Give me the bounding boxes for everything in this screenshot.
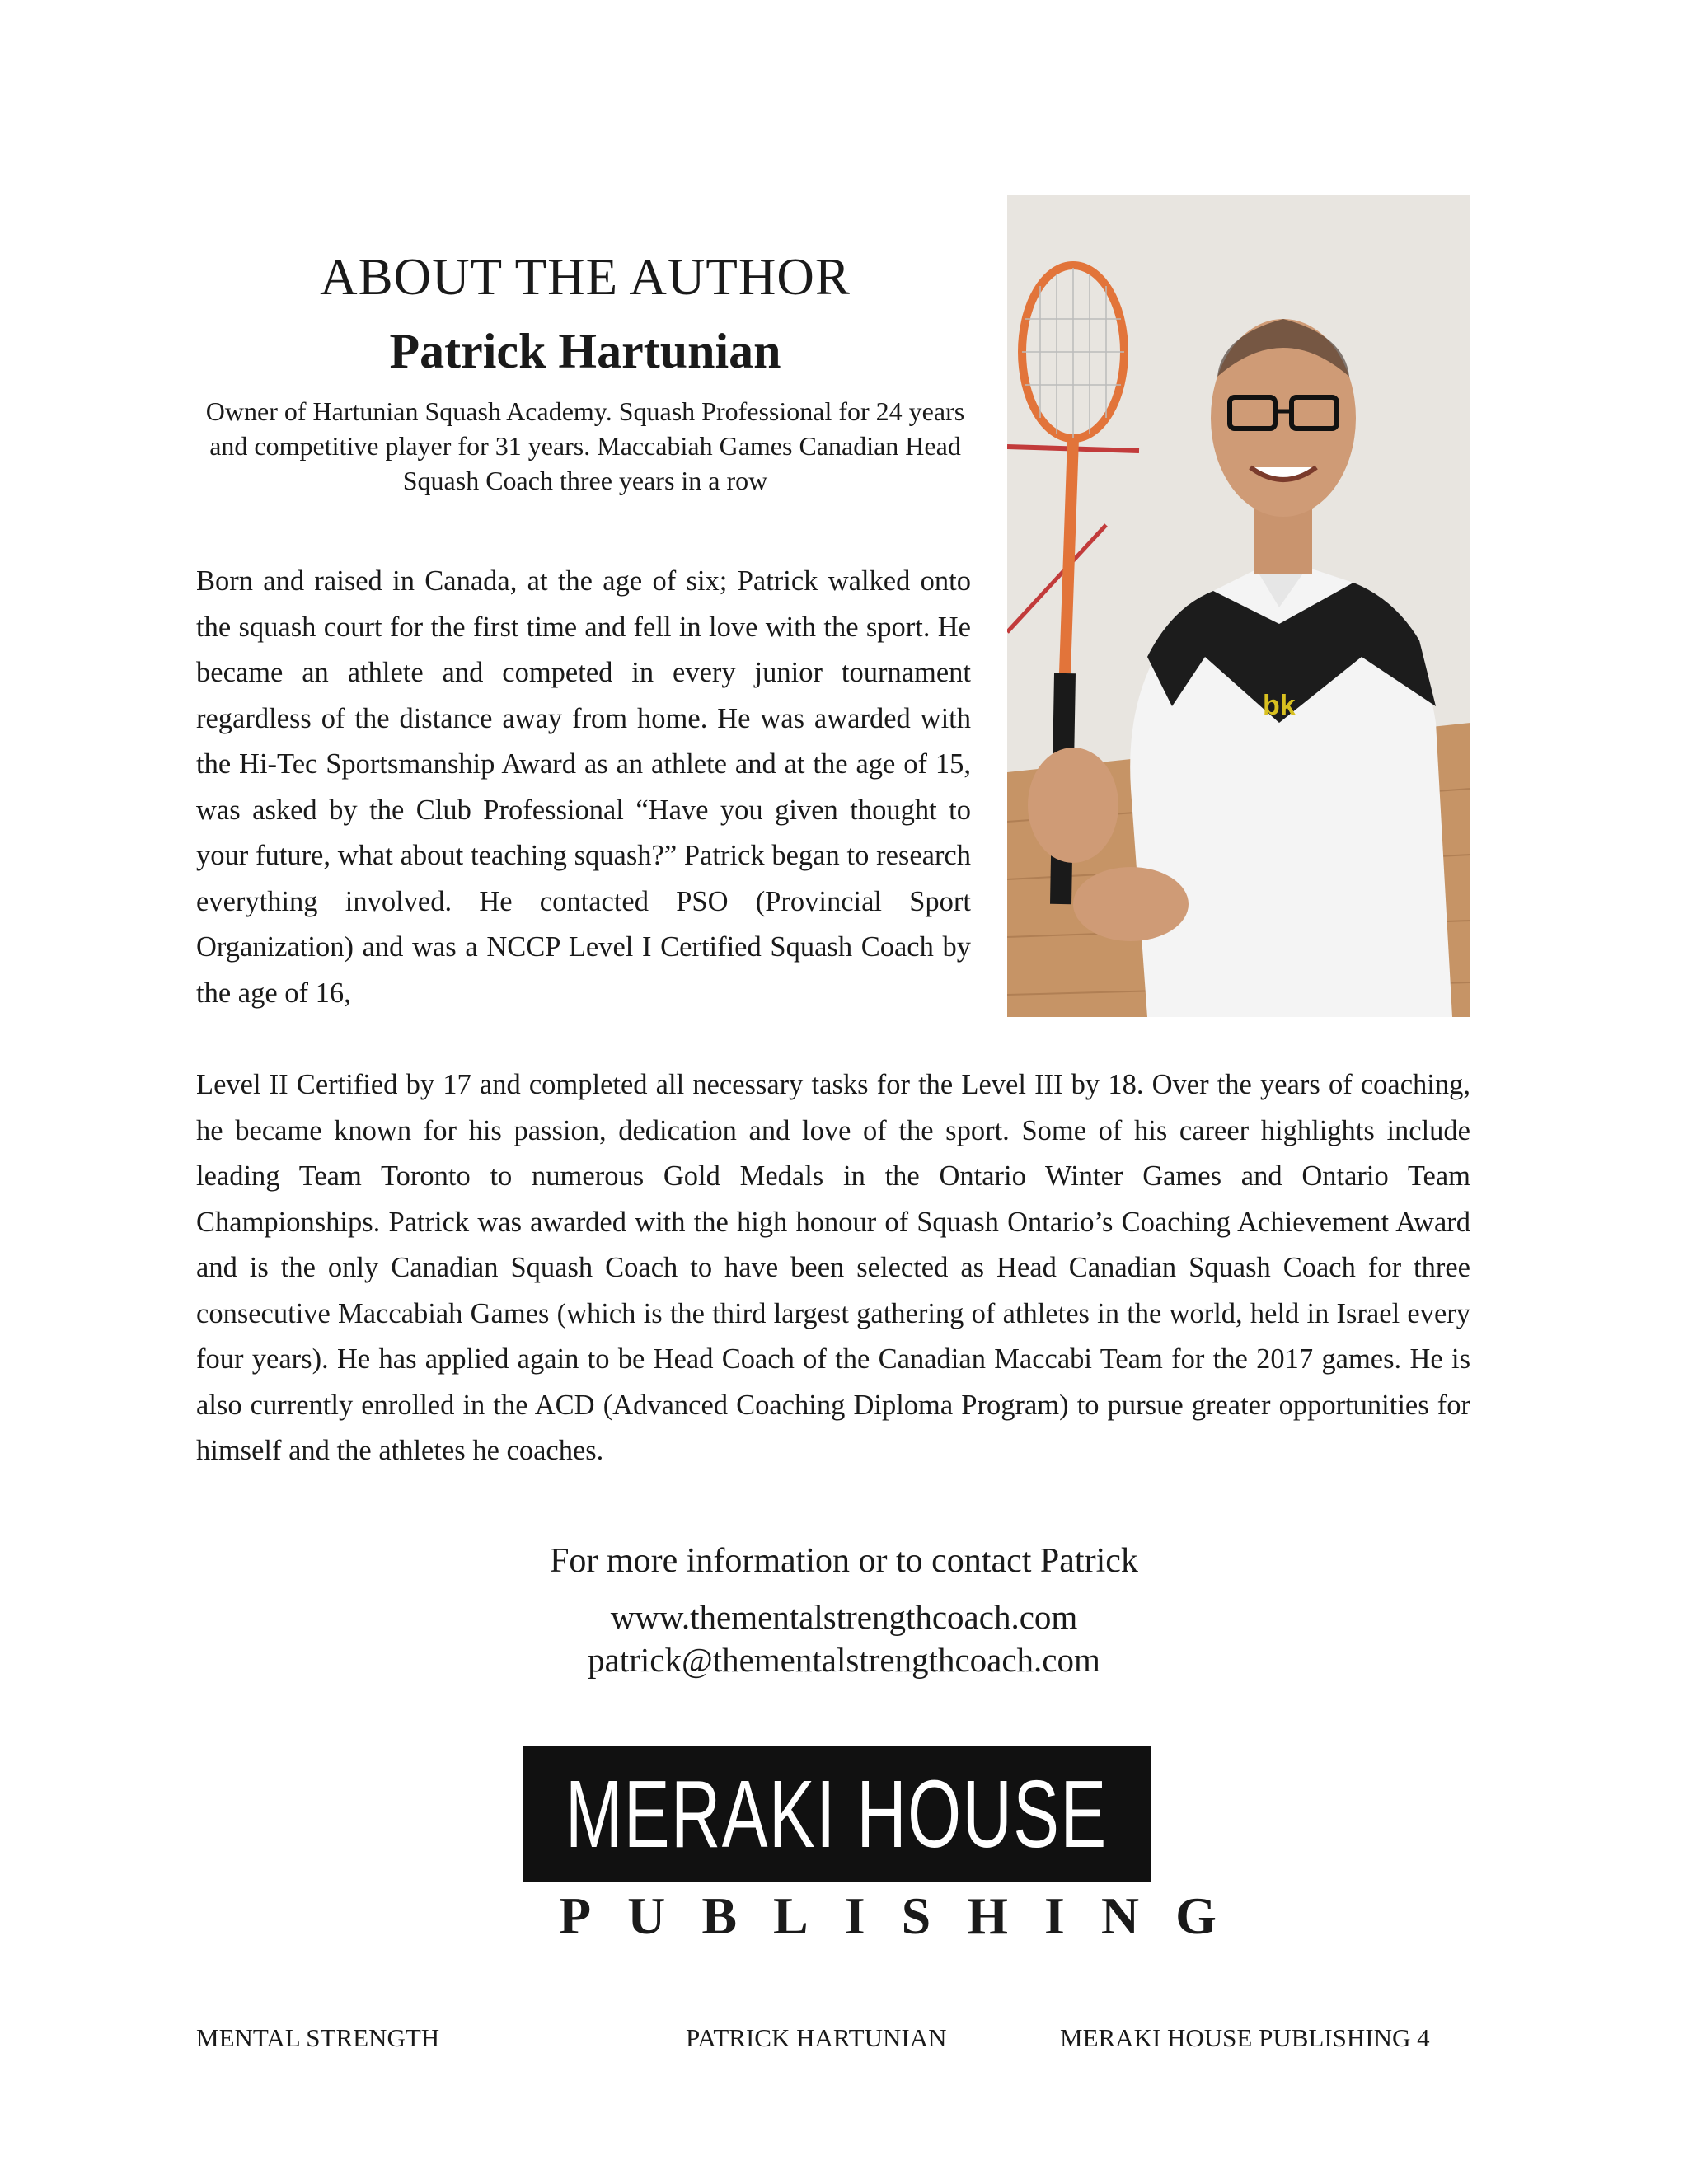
footer-publisher-page: MERAKI HOUSE PUBLISHING 4: [1060, 2023, 1430, 2052]
email-link[interactable]: patrick@thementalstrengthcoach.com: [588, 1641, 1100, 1679]
publisher-logo: [523, 1746, 1151, 1882]
page-title: ABOUT THE AUTHOR: [320, 248, 851, 306]
bio-paragraph-beside-photo: Born and raised in Canada, at the age of six; Patrick walked onto the squash court for the first time and fell in love with the sport. He became an athlete and competed in every junior tournament regardless of the distance away from home. He was awarded with the Hi-Tec Sportsmanship Award as an athlete and at the age of 15, was asked by the Club Professional “Have you given thought to your future, what about teaching squash?” Patrick began to research everything involved. He contacted PSO (Provincial Sport Organization) and was a NCCP Level I Certified Squash Coach by the age of 16,: [196, 565, 971, 1009]
shirt-logo: bk: [1263, 690, 1296, 721]
author-name: Patrick Hartunian: [389, 324, 781, 378]
publisher-logo-sub: PUBLISHING: [559, 1886, 1253, 1945]
author-photo: [1007, 195, 1470, 1017]
website-link[interactable]: www.thementalstrengthcoach.com: [610, 1598, 1078, 1636]
footer-book-title: MENTAL STRENGTH: [196, 2023, 440, 2052]
contact-heading: For more information or to contact Patrick: [550, 1542, 1138, 1580]
bio-paragraph-full-width: Level II Certified by 17 and completed all necessary tasks for the Level III by 18. Over the years of coaching, he became known for his passion, dedication and love of the sport. Some of his career highlights include leading Team Toronto to numerous Gold Medals in the Ontario Winter Games and Ontario Team Championships. Patrick was awarded with the high honour of Squash Ontario’s Coaching Achievement Award and is the only Canadian Squash Coach to have been selected as Head Canadian Squash Coach for three consecutive Maccabiah Games (which is the third largest gathering of athletes in the world, held in Israel every four years). He has applied again to be Head Coach of the Canadian Maccabi Team for the 2017 games. He is also currently enrolled in the ACD (Advanced Coaching Diploma Program) to pursue greater opportunities for himself and the athletes he coaches.: [196, 1069, 1470, 1466]
publisher-logo-main: MERAKI HOUSE: [565, 1760, 1108, 1868]
author-tagline: Owner of Hartunian Squash Academy. Squash Professional for 24 years and competitive player for 31 years. Maccabiah Games Canadian Head Squash Coach three years in a row: [205, 396, 965, 495]
author-photo-illustration: [1007, 195, 1470, 1017]
footer-author: PATRICK HARTUNIAN: [686, 2023, 947, 2052]
